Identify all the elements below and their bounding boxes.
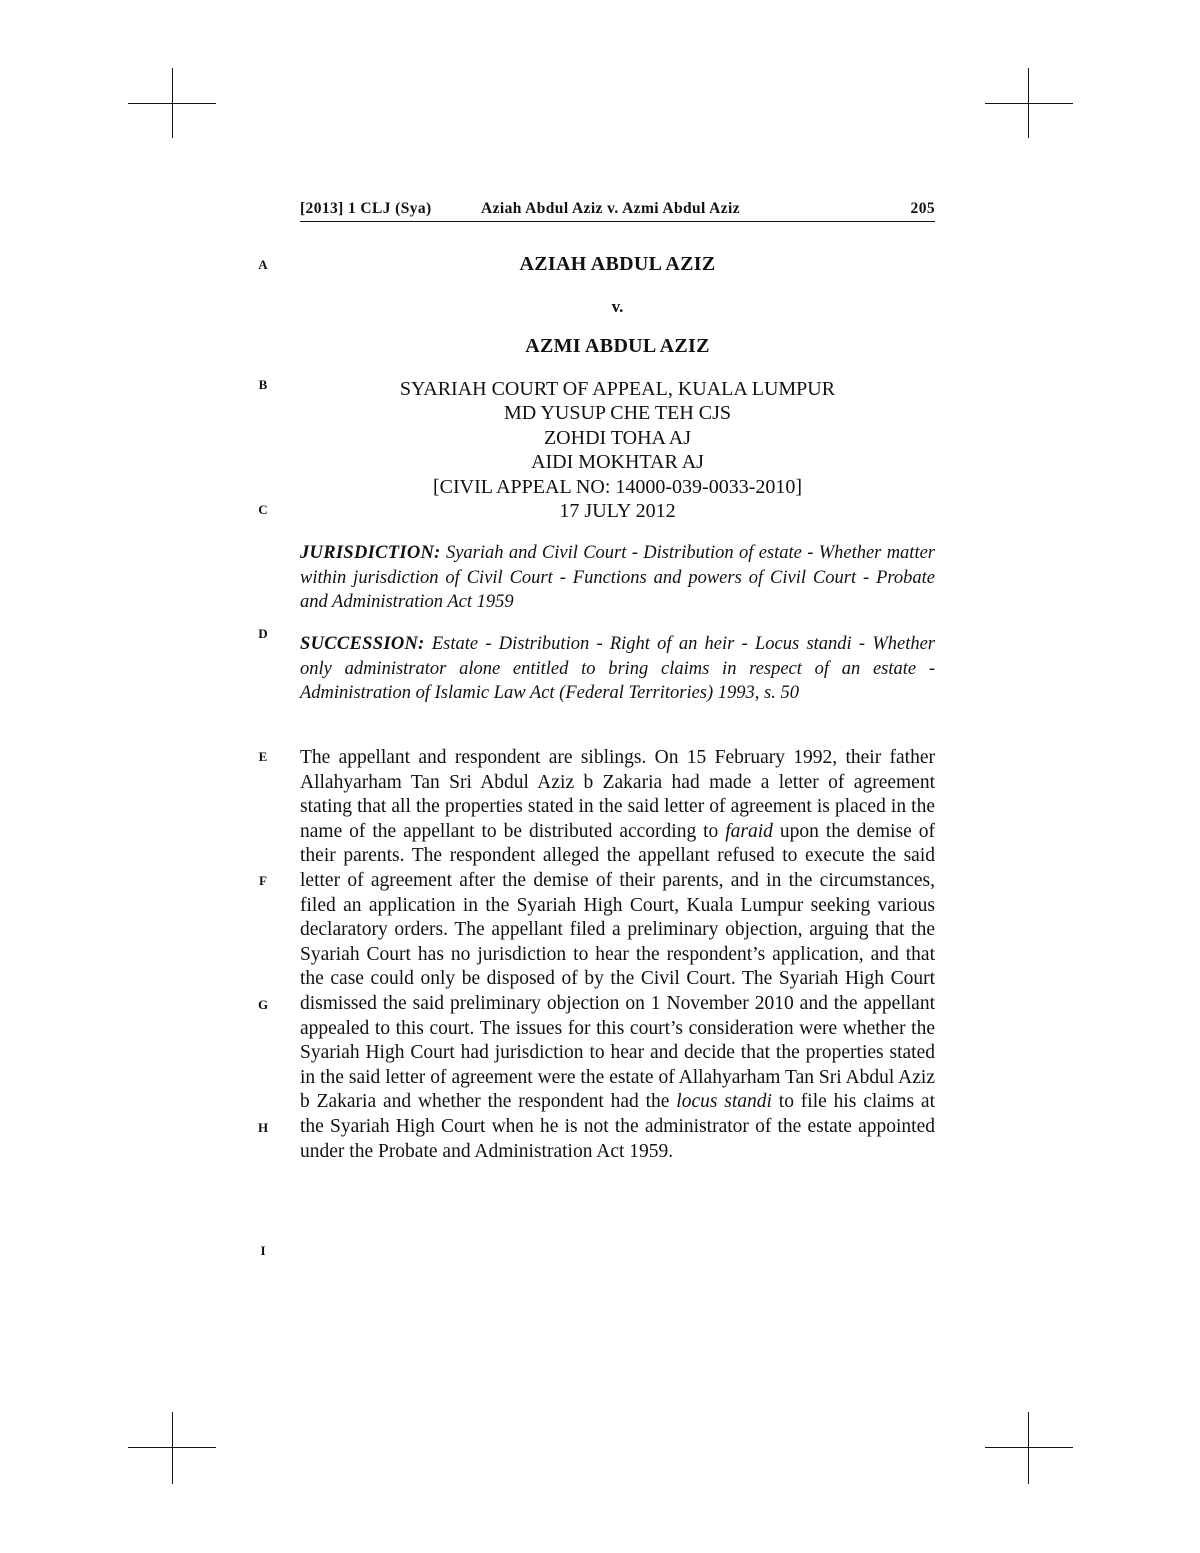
catchword-heading: JURISDICTION: (300, 543, 441, 563)
respondent-name: AZMI ABDUL AZIZ (525, 335, 710, 357)
crop-mark-bottom-left-v (172, 1412, 173, 1484)
headnote-text-2: upon the demise of their parents. The respondent alleged the appellant refused to execute the said letter of agreement after the demise of their parents, and in the circumstances, filed an application in the Syariah High Court, Kuala Lumpur seeking various declaratory orders. The appellant filed a preliminary objection, arguing that the Syariah Court has no jurisdiction to hear the respondent’s application, and that the case could only be disposed of by the Civil Court. The Syariah High Court dismissed the said preliminary objection on 1 November 2010 and the appellant appealed to this court. The issues for this court’s consideration were whether the Syariah High Court had jurisdiction to hear and decide that the properties stated in the said letter of agreement were the estate of Allahyarham Tan Sri Abdul Aziz b Zakaria and whether the respondent had the (300, 820, 935, 1113)
page-number: 205 (910, 200, 935, 217)
catchword-heading: SUCCESSION: (300, 634, 425, 654)
margin-letter-c: C (258, 502, 268, 517)
judge-1: MD YUSUP CHE TEH CJS (503, 402, 732, 425)
court-details (300, 377, 935, 523)
catchword-jurisdiction (300, 541, 935, 615)
headnote-italic-faraid: faraid (725, 820, 773, 842)
margin-letter-h: H (257, 1120, 269, 1135)
catchword-text: Syariah and Civil Court - Distribution of estate - Whether matter within jurisdiction of Civil Court - Functions and powers of Civil Court - Probate and Administration Act 1959 (300, 543, 935, 612)
headnote-text-1: The appellant and respondent are siblings. On 15 February 1992, their father Allahyarham Tan Sri Abdul Aziz b Zakaria had made a letter of agreement stating that all the properties stated in the said letter of agreement is placed in the name of the appellant to be distributed according to (300, 747, 935, 842)
crop-mark-top-left-v (172, 68, 173, 138)
margin-letter-e: E (258, 749, 268, 764)
crop-mark-bottom-right-h (985, 1447, 1073, 1448)
judgment-date: 17 JULY 2012 (559, 500, 676, 523)
catchword-text: Estate - Distribution - Right of an heir - Locus standi - Whether only administrator alone entitled to bring claims in respect of an estate - Administration of Islamic Law Act (Federal Territories) 1993, s. 50 (300, 634, 935, 703)
margin-letter-d: D (258, 626, 268, 641)
judge-3: AIDI MOKHTAR AJ (531, 451, 704, 474)
crop-mark-top-right-v (1028, 68, 1029, 138)
margin-letter-f: F (259, 873, 267, 888)
crop-mark-bottom-right-v (1028, 1412, 1029, 1484)
running-head-citation: [2013] 1 CLJ (Sya) (300, 200, 432, 217)
running-head (300, 200, 935, 222)
running-head-case-title: Aziah Abdul Aziz v. Azmi Abdul Aziz (481, 200, 741, 217)
versus: v. (611, 297, 624, 316)
margin-letter-b: B (258, 377, 268, 392)
margin-letter-g: G (257, 997, 269, 1012)
margin-letter-i: I (260, 1243, 266, 1258)
appeal-number: [CIVIL APPEAL NO: 14000-039-0033-2010] (432, 475, 803, 498)
catchword-succession (300, 632, 935, 706)
headnote-paragraph (300, 746, 935, 1164)
headnote-text-3: to file his claims at the Syariah High Court when he is not the administrator of the estate appointed under the Probate and Administration Act 1959. (300, 1091, 935, 1162)
headnote-italic-locus-standi: locus standi (676, 1091, 772, 1113)
margin-letter-a: A (258, 257, 268, 272)
court-name: SYARIAH COURT OF APPEAL, KUALA LUMPUR (399, 378, 836, 400)
appellant-name: AZIAH ABDUL AZIZ (519, 253, 716, 275)
crop-mark-top-right-h (985, 103, 1073, 104)
judge-2: ZOHDI TOHA AJ (543, 426, 692, 449)
